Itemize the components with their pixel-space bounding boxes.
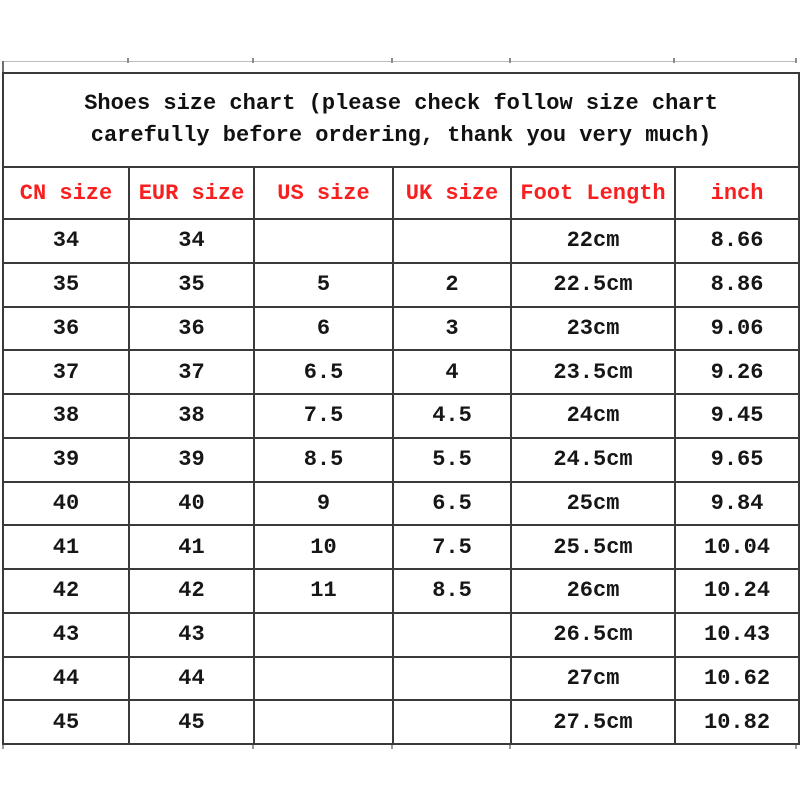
table-cell: 10.43 xyxy=(675,613,799,657)
table-cell xyxy=(393,700,511,744)
table-cell: 36 xyxy=(129,307,254,351)
table-cell: 40 xyxy=(129,482,254,526)
table-cell: 10.62 xyxy=(675,657,799,701)
table-cell: 39 xyxy=(129,438,254,482)
table-cell: 22cm xyxy=(511,219,675,263)
table-cell: 23cm xyxy=(511,307,675,351)
table-cell: 7.5 xyxy=(254,394,393,438)
table-row xyxy=(3,263,799,307)
table-cell: 43 xyxy=(129,613,254,657)
column-header: Foot Length xyxy=(511,167,675,219)
table-cell: 26.5cm xyxy=(511,613,675,657)
table-cell: 34 xyxy=(3,219,129,263)
table-cell: 5 xyxy=(254,263,393,307)
table-cell: 9.45 xyxy=(675,394,799,438)
table-row xyxy=(3,350,799,394)
table-row xyxy=(3,657,799,701)
column-line-remnant-tick xyxy=(391,745,393,749)
table-cell xyxy=(254,657,393,701)
left-edge-tick xyxy=(2,61,4,72)
table-cell: 2 xyxy=(393,263,511,307)
table-cell: 9.84 xyxy=(675,482,799,526)
table-cell: 22.5cm xyxy=(511,263,675,307)
table-cell: 8.5 xyxy=(393,569,511,613)
column-line-remnant-tick xyxy=(127,58,129,63)
table-cell: 9.06 xyxy=(675,307,799,351)
table-cell xyxy=(254,219,393,263)
column-line-remnant-tick xyxy=(795,58,797,63)
table-cell: 5.5 xyxy=(393,438,511,482)
table-cell: 42 xyxy=(129,569,254,613)
column-line-remnant-tick xyxy=(2,745,4,749)
size-chart-table xyxy=(2,72,800,745)
table-row xyxy=(3,219,799,263)
table-cell: 9 xyxy=(254,482,393,526)
table-cell xyxy=(393,657,511,701)
table-cell: 23.5cm xyxy=(511,350,675,394)
table-cell: 6 xyxy=(254,307,393,351)
table-cell: 36 xyxy=(3,307,129,351)
table-cell: 24cm xyxy=(511,394,675,438)
column-header: US size xyxy=(254,167,393,219)
table-cell: 8.5 xyxy=(254,438,393,482)
table-cell: 25.5cm xyxy=(511,525,675,569)
column-line-remnant-tick xyxy=(673,58,675,63)
header-row xyxy=(3,167,799,219)
table-cell: 45 xyxy=(3,700,129,744)
chart-title-line1: Shoes size chart (please check follow size chart xyxy=(84,91,718,116)
table-cell: 34 xyxy=(129,219,254,263)
table-cell: 37 xyxy=(129,350,254,394)
table-row xyxy=(3,613,799,657)
table-cell: 44 xyxy=(3,657,129,701)
table-cell: 41 xyxy=(129,525,254,569)
table-cell: 4.5 xyxy=(393,394,511,438)
table-cell: 4 xyxy=(393,350,511,394)
column-line-remnant-tick xyxy=(391,58,393,63)
table-cell: 40 xyxy=(3,482,129,526)
table-cell: 9.65 xyxy=(675,438,799,482)
table-cell: 11 xyxy=(254,569,393,613)
column-header: UK size xyxy=(393,167,511,219)
table-row xyxy=(3,569,799,613)
table-cell: 35 xyxy=(129,263,254,307)
table-cell: 7.5 xyxy=(393,525,511,569)
table-cell: 6.5 xyxy=(393,482,511,526)
table-cell: 43 xyxy=(3,613,129,657)
table-row xyxy=(3,307,799,351)
column-line-remnant-tick xyxy=(509,58,511,63)
chart-title-line2: carefully before ordering, thank you very much) xyxy=(90,123,712,148)
table-cell: 10 xyxy=(254,525,393,569)
column-line-remnant-tick xyxy=(252,745,254,749)
chart-title xyxy=(3,73,799,167)
table-cell: 35 xyxy=(3,263,129,307)
table-cell: 10.82 xyxy=(675,700,799,744)
table-cell: 45 xyxy=(129,700,254,744)
table-row xyxy=(3,482,799,526)
table-row xyxy=(3,525,799,569)
table-cell: 6.5 xyxy=(254,350,393,394)
table-cell: 27.5cm xyxy=(511,700,675,744)
table-cell: 41 xyxy=(3,525,129,569)
title-row xyxy=(3,73,799,167)
table-cell xyxy=(254,613,393,657)
column-header: CN size xyxy=(3,167,129,219)
table-cell: 38 xyxy=(129,394,254,438)
table-cell: 9.26 xyxy=(675,350,799,394)
table-cell: 10.24 xyxy=(675,569,799,613)
table-cell: 10.04 xyxy=(675,525,799,569)
table-cell xyxy=(254,700,393,744)
table-cell: 39 xyxy=(3,438,129,482)
table-cell: 25cm xyxy=(511,482,675,526)
table-cell xyxy=(393,613,511,657)
column-header: inch xyxy=(675,167,799,219)
column-header: EUR size xyxy=(129,167,254,219)
table-cell: 26cm xyxy=(511,569,675,613)
table-cell: 44 xyxy=(129,657,254,701)
table-cell: 38 xyxy=(3,394,129,438)
table-cell: 8.66 xyxy=(675,219,799,263)
column-line-remnant-tick xyxy=(252,58,254,63)
table-cell: 42 xyxy=(3,569,129,613)
table-row xyxy=(3,438,799,482)
table-row xyxy=(3,700,799,744)
table-cell: 8.86 xyxy=(675,263,799,307)
cropped-row-remnant-line xyxy=(3,61,796,62)
table-cell: 3 xyxy=(393,307,511,351)
table-row xyxy=(3,394,799,438)
table-cell: 37 xyxy=(3,350,129,394)
table-cell xyxy=(393,219,511,263)
column-line-remnant-tick xyxy=(795,745,797,749)
table-cell: 24.5cm xyxy=(511,438,675,482)
table-cell: 27cm xyxy=(511,657,675,701)
column-line-remnant-tick xyxy=(509,745,511,749)
